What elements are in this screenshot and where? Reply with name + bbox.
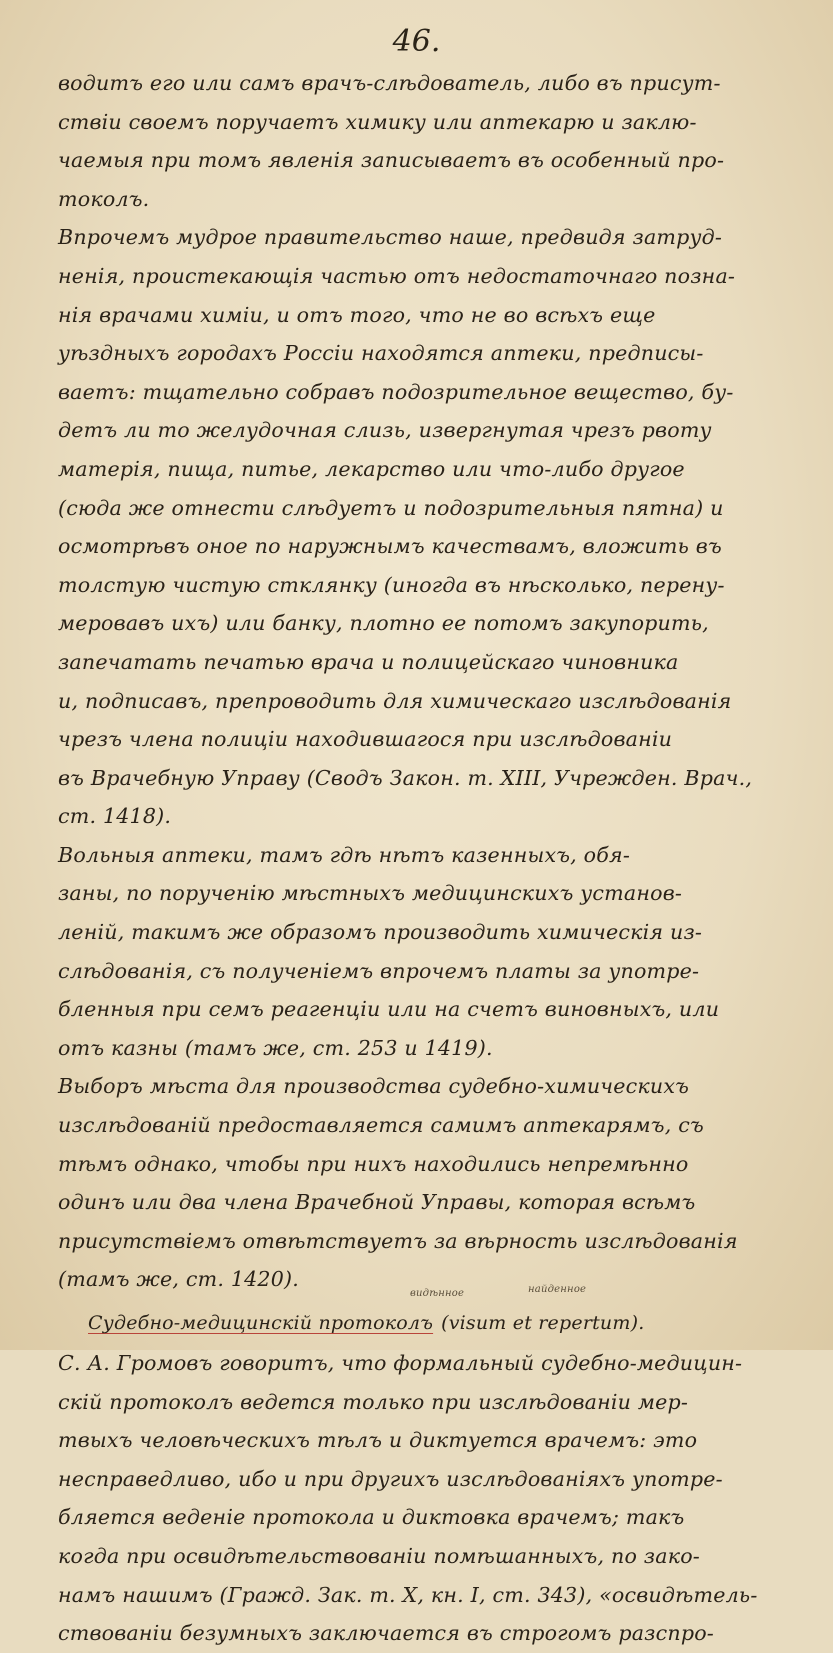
text-line: уѣздныхъ городахъ Россіи находятся аптеки, предписы- [58, 341, 704, 366]
text-line: и, подписавъ, препроводить для химическаго изслѣдованія [58, 688, 732, 713]
text-line: С. А. Громовъ говоритъ, что формальный судебно-медицин- [58, 1351, 743, 1375]
text-line: несправедливо, ибо и при другихъ изслѣдованіяхъ употре- [58, 1466, 723, 1491]
text-line: ненія, проистекающія частью отъ недостаточнаго позна- [58, 263, 736, 288]
paragraph-2 [58, 218, 803, 836]
text-line: толстую чистую стклянку (иногда въ нѣсколько, перену- [58, 572, 725, 597]
text-line: твыхъ человѣческихъ тѣлъ и диктуется врачемъ: это [58, 1428, 698, 1453]
text-line: присутствіемъ отвѣтствуетъ за вѣрность изслѣдованія [58, 1228, 738, 1253]
text-line: ваетъ: тщательно собравъ подозрительное вещество, бу- [58, 379, 734, 404]
text-line: детъ ли то желудочная слизь, извергнутая чрезъ рвоту [58, 418, 712, 443]
text-line: изслѣдованій предоставляется самимъ аптекарямъ, съ [58, 1113, 704, 1138]
text-line: токолъ. [58, 186, 150, 211]
text-line: Вольныя аптеки, тамъ гдѣ нѣтъ казенныхъ, обя- [58, 842, 631, 867]
text-line: намъ нашимъ (Гражд. Зак. т. X, кн. I, ст. 343), «освидѣтель- [58, 1582, 758, 1607]
text-line: ст. 1418). [58, 804, 172, 829]
text-line: тѣмъ однако, чтобы при нихъ находились непремѣнно [58, 1151, 689, 1176]
paragraph-5 [58, 1344, 803, 1653]
text-line: въ Врачебную Управу (Сводъ Закон. т. XIII, Учрежден. Врач., [58, 765, 753, 790]
text-line: меровавъ ихъ) или банку, плотно ее потомъ закупорить, [58, 611, 709, 636]
text-line: запечатать печатью врача и полицейскаго чиновника [58, 649, 679, 674]
interlinear-note-1: видѣнное [410, 1288, 465, 1299]
text-line: водитъ его или самъ врачъ-слѣдователь, либо въ присут- [58, 71, 721, 95]
text-line: одинъ или два члена Врачебной Управы, которая всѣмъ [58, 1190, 696, 1215]
manuscript-text [58, 64, 803, 1653]
section-heading [58, 1284, 803, 1344]
text-line: слѣдованія, съ полученіемъ впрочемъ платы за употре- [58, 958, 700, 983]
text-line: Впрочемъ мудрое правительство наше, предвидя затруд- [58, 225, 723, 250]
text-line: чрезъ члена полиціи находившагося при изслѣдованіи [58, 727, 673, 752]
text-line: бленныя при семъ реагенціи или на счетъ виновныхъ, или [58, 997, 720, 1022]
text-line: заны, по порученію мѣстныхъ медицинскихъ установ- [58, 881, 683, 906]
text-line: леній, такимъ же образомъ производить химическія из- [58, 920, 703, 945]
text-line: Выборъ мѣста для производства судебно-химическихъ [58, 1074, 690, 1099]
section-heading-title: Судебно-медицинскій протоколъ [88, 1312, 434, 1334]
text-line: осмотрѣвъ оное по наружнымъ качествамъ, вложить въ [58, 534, 722, 559]
paragraph-3 [58, 836, 803, 1068]
paragraph-4 [58, 1067, 803, 1299]
text-line: чаемыя при томъ явленія записываетъ въ особенный про- [58, 148, 725, 173]
page-number: 46. [392, 24, 441, 59]
paragraph-1 [58, 64, 803, 218]
text-line: (тамъ же, ст. 1420). [58, 1267, 300, 1292]
interlinear-note [410, 1284, 587, 1300]
text-line: матерія, пища, питье, лекарство или что-либо другое [58, 456, 685, 481]
text-line: (сюда же отнести слѣдуетъ и подозрительныя пятна) и [58, 495, 724, 520]
section-heading-latin: (visum et repertum). [441, 1312, 645, 1334]
text-line: ствованіи безумныхъ заключается въ строгомъ разспро- [58, 1621, 714, 1646]
text-line: скій протоколъ ведется только при изслѣдованіи мер- [58, 1389, 689, 1414]
interlinear-note-2: найденное [528, 1284, 587, 1295]
text-line: когда при освидѣтельствованіи помѣшанныхъ, по зако- [58, 1543, 700, 1568]
text-line: ствіи своемъ поручаетъ химику или аптекарю и заклю- [58, 109, 697, 134]
text-line: нія врачами химіи, и отъ того, что не во всѣхъ еще [58, 302, 656, 327]
text-line: отъ казны (тамъ же, ст. 253 и 1419). [58, 1035, 493, 1060]
text-line: бляется веденіе протокола и диктовка врачемъ; такъ [58, 1505, 685, 1530]
